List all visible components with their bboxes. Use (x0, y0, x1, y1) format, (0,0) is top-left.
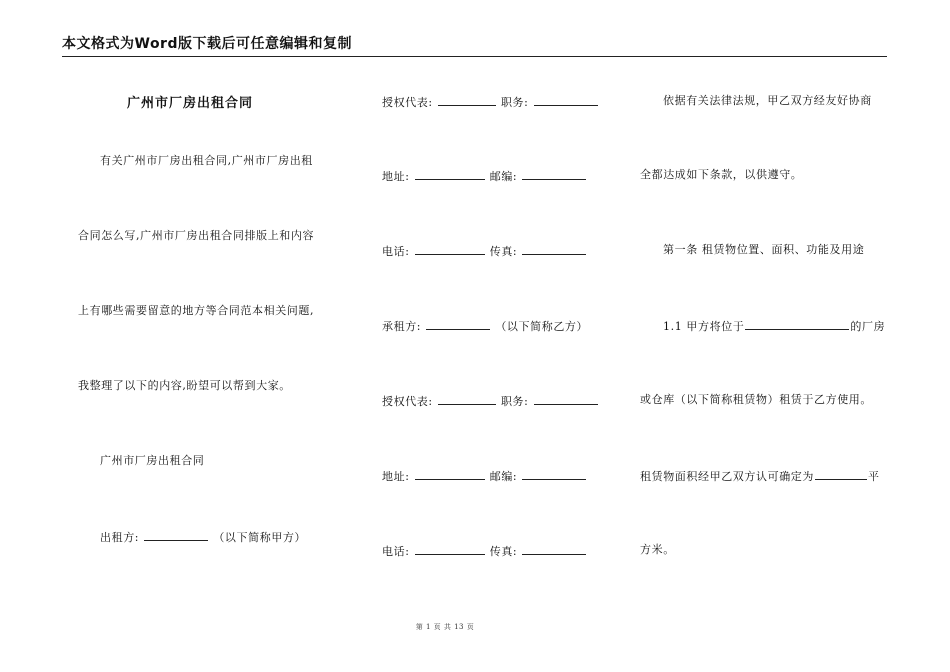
paragraph-line: 依据有关法律法规，甲乙双方经友好协商 (663, 94, 872, 107)
postcode-blank (522, 468, 586, 480)
position-label: 职务: (500, 96, 529, 109)
location-line (663, 318, 885, 334)
paragraph-line: 方米。 (640, 543, 675, 556)
rep-label: 授权代表: (382, 395, 433, 408)
postcode-blank (522, 168, 586, 180)
lessor-blank (144, 529, 208, 541)
rep-blank (438, 393, 496, 405)
paragraph-line: 我整理了以下的内容,盼望可以帮到大家。 (78, 379, 291, 392)
paragraph-line: 有关广州市厂房出租合同,广州市厂房出租 (100, 154, 313, 167)
document-header (62, 33, 887, 57)
lessee-suffix: （以下简称乙方） (495, 320, 589, 333)
header-title: 本文格式为Word版下载后可任意编辑和复制 (62, 36, 352, 52)
phone-blank (415, 543, 485, 555)
rep-line (382, 94, 599, 110)
area-suffix: 平 (868, 470, 880, 483)
area-prefix: 租赁物面积经甲乙双方认可确定为 (640, 470, 814, 483)
fax-label: 传真: (489, 245, 518, 258)
lessor-label: 出租方: (100, 531, 140, 544)
address-blank (415, 468, 485, 480)
area-blank (815, 468, 867, 480)
location-prefix: 1.1 甲方将位于 (663, 320, 745, 333)
paragraph-line: 合同怎么写,广州市厂房出租合同排版上和内容 (78, 229, 315, 242)
paragraph-line: 或仓库（以下简称租赁物）租赁于乙方使用。 (640, 393, 872, 406)
position-blank (534, 94, 598, 106)
location-suffix: 的厂房 (850, 320, 886, 333)
postcode-label: 邮编: (489, 170, 518, 183)
phone-line (382, 243, 587, 259)
phone-label: 电话: (382, 545, 410, 558)
article-heading: 第一条 租赁物位置、面积、功能及用途 (663, 243, 865, 256)
phone-blank (415, 243, 485, 255)
lessee-label: 承租方: (382, 320, 422, 333)
rep-blank (438, 94, 496, 106)
lessor-suffix: （以下简称甲方） (213, 531, 307, 544)
address-blank (415, 168, 485, 180)
fax-blank (522, 243, 586, 255)
lessee-line (382, 318, 588, 334)
postcode-label: 邮编: (489, 470, 518, 483)
address-label: 地址: (382, 470, 410, 483)
paragraph-line: 上有哪些需要留意的地方等合同范本相关问题, (78, 304, 315, 317)
phone-label: 电话: (382, 245, 410, 258)
paragraph-line: 广州市厂房出租合同 (100, 454, 205, 467)
address-line (382, 168, 587, 184)
location-blank (745, 318, 849, 330)
lessor-line (100, 529, 306, 545)
contract-title: 广州市厂房出租合同 (127, 96, 254, 111)
area-line (640, 468, 880, 484)
fax-blank (522, 543, 586, 555)
address-label: 地址: (382, 170, 410, 183)
paragraph-line: 全都达成如下条款，以供遵守。 (640, 168, 803, 181)
page-number: 第 1 页 共 13 页 (415, 623, 475, 631)
rep-label: 授权代表: (382, 96, 433, 109)
lessee-blank (426, 318, 490, 330)
position-label: 职务: (500, 395, 529, 408)
address-line (382, 468, 587, 484)
phone-line (382, 543, 587, 559)
fax-label: 传真: (489, 545, 518, 558)
position-blank (534, 393, 598, 405)
rep-line (382, 393, 599, 409)
